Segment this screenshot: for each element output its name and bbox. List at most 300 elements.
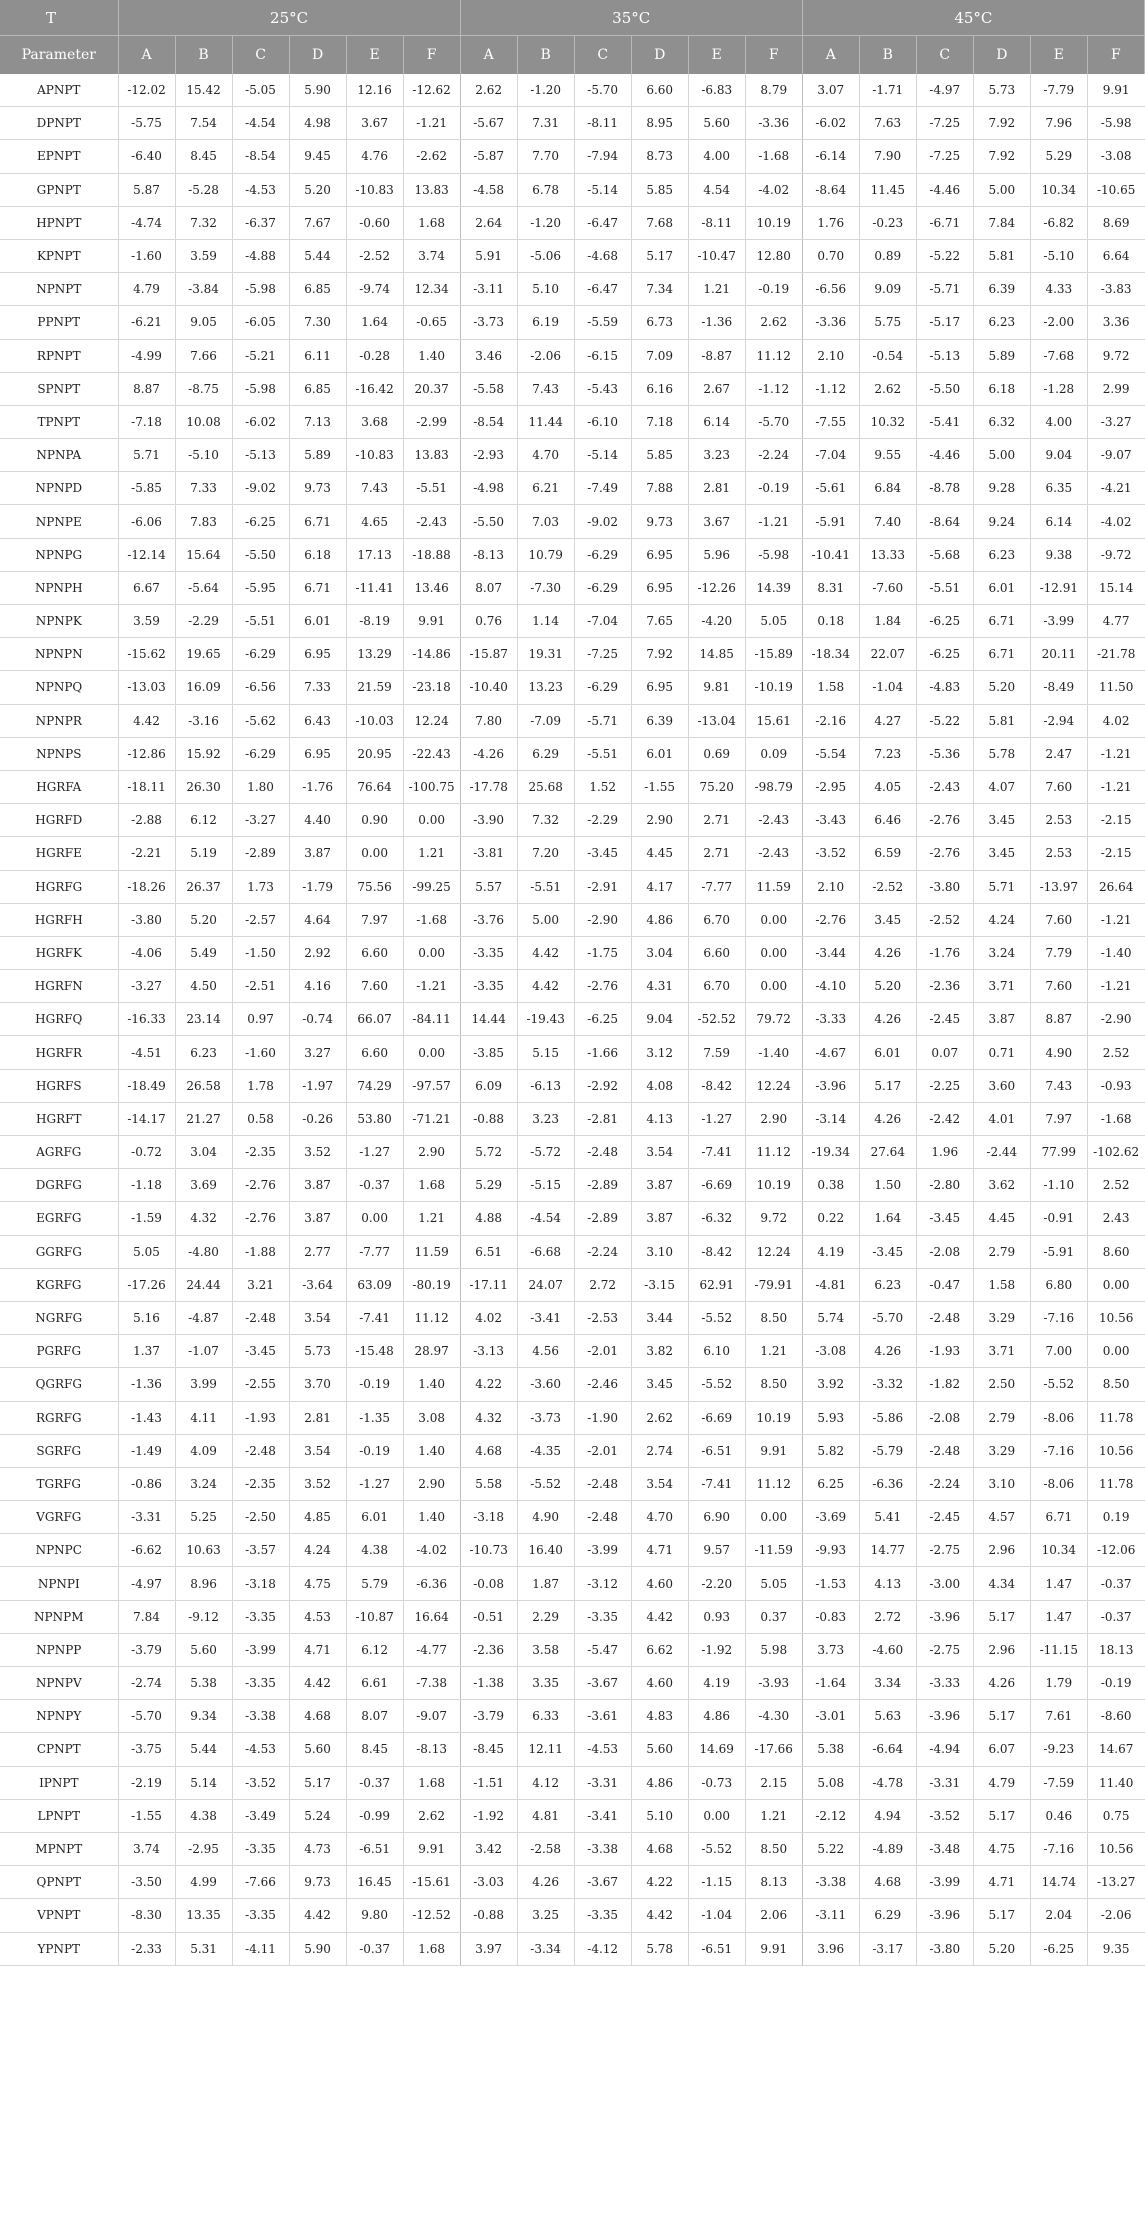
- value-cell: 0.75: [1087, 1799, 1144, 1832]
- column-header-d: D: [289, 36, 346, 75]
- value-cell: 5.38: [175, 1667, 232, 1700]
- value-cell: -7.77: [688, 870, 745, 903]
- value-cell: 3.87: [631, 1202, 688, 1235]
- table-row: [0, 1036, 1145, 1069]
- value-cell: 0.71: [973, 1036, 1030, 1069]
- value-cell: 2.67: [688, 372, 745, 405]
- value-cell: 7.43: [517, 372, 574, 405]
- value-cell: 10.56: [1087, 1832, 1144, 1865]
- value-cell: -3.80: [916, 870, 973, 903]
- value-cell: -3.14: [802, 1102, 859, 1135]
- value-cell: -17.26: [118, 1268, 175, 1301]
- value-cell: 13.83: [403, 439, 460, 472]
- value-cell: 4.60: [631, 1667, 688, 1700]
- value-cell: 11.12: [745, 1467, 802, 1500]
- value-cell: -0.37: [346, 1169, 403, 1202]
- value-cell: 6.35: [1030, 472, 1087, 505]
- value-cell: -4.94: [916, 1733, 973, 1766]
- value-cell: 6.95: [631, 671, 688, 704]
- value-cell: -1.21: [1087, 737, 1144, 770]
- value-cell: -12.06: [1087, 1534, 1144, 1567]
- value-cell: 6.80: [1030, 1268, 1087, 1301]
- value-cell: -11.59: [745, 1534, 802, 1567]
- value-cell: 2.72: [574, 1268, 631, 1301]
- table-row: [0, 936, 1145, 969]
- value-cell: 3.52: [289, 1136, 346, 1169]
- parameter-name: HGRFH: [0, 903, 118, 936]
- value-cell: -3.99: [232, 1633, 289, 1666]
- value-cell: -5.58: [460, 372, 517, 405]
- value-cell: -3.35: [232, 1600, 289, 1633]
- parameter-name: KPNPT: [0, 239, 118, 272]
- value-cell: 5.08: [802, 1766, 859, 1799]
- value-cell: 2.90: [745, 1102, 802, 1135]
- value-cell: 4.33: [1030, 273, 1087, 306]
- value-cell: -3.96: [802, 1069, 859, 1102]
- parameter-name: HGRFA: [0, 770, 118, 803]
- value-cell: -100.75: [403, 770, 460, 803]
- value-cell: -4.02: [745, 173, 802, 206]
- value-cell: -4.83: [916, 671, 973, 704]
- value-cell: -5.75: [118, 107, 175, 140]
- value-cell: 3.23: [688, 439, 745, 472]
- value-cell: -5.70: [745, 405, 802, 438]
- value-cell: -1.88: [232, 1235, 289, 1268]
- value-cell: 2.81: [688, 472, 745, 505]
- value-cell: 4.65: [346, 505, 403, 538]
- value-cell: -2.57: [232, 903, 289, 936]
- value-cell: -4.02: [403, 1534, 460, 1567]
- value-cell: 6.85: [289, 273, 346, 306]
- value-cell: 0.19: [1087, 1501, 1144, 1534]
- value-cell: 6.60: [346, 936, 403, 969]
- value-cell: -0.99: [346, 1799, 403, 1832]
- table-row: [0, 1401, 1145, 1434]
- value-cell: -15.89: [745, 638, 802, 671]
- value-cell: 7.34: [631, 273, 688, 306]
- value-cell: 1.68: [403, 1766, 460, 1799]
- value-cell: 0.58: [232, 1102, 289, 1135]
- value-cell: 4.26: [859, 1102, 916, 1135]
- value-cell: 4.75: [289, 1567, 346, 1600]
- value-cell: 5.75: [859, 306, 916, 339]
- value-cell: 0.00: [745, 1501, 802, 1534]
- value-cell: -7.25: [916, 140, 973, 173]
- value-cell: -10.73: [460, 1534, 517, 1567]
- value-cell: -2.50: [232, 1501, 289, 1534]
- value-cell: 3.71: [973, 1335, 1030, 1368]
- value-cell: -5.52: [1030, 1368, 1087, 1401]
- value-cell: 77.99: [1030, 1136, 1087, 1169]
- value-cell: -4.06: [118, 936, 175, 969]
- value-cell: 1.96: [916, 1136, 973, 1169]
- value-cell: 11.59: [745, 870, 802, 903]
- value-cell: 7.43: [346, 472, 403, 505]
- column-header-b: B: [517, 36, 574, 75]
- value-cell: 3.29: [973, 1434, 1030, 1467]
- value-cell: -2.43: [916, 770, 973, 803]
- table-row: [0, 870, 1145, 903]
- value-cell: -15.61: [403, 1866, 460, 1899]
- value-cell: 4.86: [631, 903, 688, 936]
- value-cell: -1.43: [118, 1401, 175, 1434]
- value-cell: -4.60: [859, 1633, 916, 1666]
- value-cell: -9.72: [1087, 538, 1144, 571]
- value-cell: -1.97: [289, 1069, 346, 1102]
- value-cell: 3.35: [517, 1667, 574, 1700]
- value-cell: 14.69: [688, 1733, 745, 1766]
- value-cell: -6.10: [574, 405, 631, 438]
- value-cell: 9.45: [289, 140, 346, 173]
- value-cell: 7.00: [1030, 1335, 1087, 1368]
- value-cell: -0.74: [289, 1003, 346, 1036]
- value-cell: -79.91: [745, 1268, 802, 1301]
- value-cell: 4.07: [973, 770, 1030, 803]
- value-cell: -5.72: [517, 1136, 574, 1169]
- value-cell: -2.48: [232, 1301, 289, 1334]
- value-cell: 2.53: [1030, 837, 1087, 870]
- value-cell: -1.60: [118, 239, 175, 272]
- value-cell: -7.41: [688, 1467, 745, 1500]
- table-row: [0, 1700, 1145, 1733]
- value-cell: 3.97: [460, 1932, 517, 1965]
- value-cell: 3.21: [232, 1268, 289, 1301]
- parameter-name: NPNPS: [0, 737, 118, 770]
- value-cell: 7.31: [517, 107, 574, 140]
- value-cell: -0.37: [1087, 1600, 1144, 1633]
- value-cell: -3.38: [802, 1866, 859, 1899]
- value-cell: 4.45: [631, 837, 688, 870]
- value-cell: 3.67: [688, 505, 745, 538]
- value-cell: 8.69: [1087, 206, 1144, 239]
- value-cell: -15.62: [118, 638, 175, 671]
- value-cell: 5.90: [289, 1932, 346, 1965]
- value-cell: 4.26: [859, 1335, 916, 1368]
- value-cell: -2.99: [403, 405, 460, 438]
- value-cell: -3.13: [460, 1335, 517, 1368]
- value-cell: -1.53: [802, 1567, 859, 1600]
- value-cell: -12.62: [403, 74, 460, 107]
- value-cell: -8.64: [802, 173, 859, 206]
- value-cell: 6.01: [631, 737, 688, 770]
- value-cell: 6.85: [289, 372, 346, 405]
- value-cell: -8.13: [460, 538, 517, 571]
- value-cell: -8.54: [232, 140, 289, 173]
- value-cell: 18.13: [1087, 1633, 1144, 1666]
- value-cell: 5.20: [175, 903, 232, 936]
- value-cell: 14.67: [1087, 1733, 1144, 1766]
- parameter-name: APNPT: [0, 74, 118, 107]
- value-cell: 14.77: [859, 1534, 916, 1567]
- value-cell: 7.30: [289, 306, 346, 339]
- value-cell: -80.19: [403, 1268, 460, 1301]
- value-cell: 7.63: [859, 107, 916, 140]
- value-cell: 1.40: [403, 339, 460, 372]
- value-cell: 5.74: [802, 1301, 859, 1334]
- value-cell: -2.76: [802, 903, 859, 936]
- value-cell: -4.53: [232, 173, 289, 206]
- table-row: [0, 1534, 1145, 1567]
- value-cell: 5.78: [973, 737, 1030, 770]
- parameter-name: KGRFG: [0, 1268, 118, 1301]
- value-cell: -2.24: [574, 1235, 631, 1268]
- value-cell: 4.42: [631, 1600, 688, 1633]
- value-cell: -10.41: [802, 538, 859, 571]
- value-cell: -2.75: [916, 1534, 973, 1567]
- value-cell: 5.93: [802, 1401, 859, 1434]
- value-cell: -5.47: [574, 1633, 631, 1666]
- value-cell: 5.63: [859, 1700, 916, 1733]
- value-cell: -2.80: [916, 1169, 973, 1202]
- value-cell: 27.64: [859, 1136, 916, 1169]
- table-row: [0, 1169, 1145, 1202]
- table-header: [0, 0, 1145, 74]
- value-cell: 3.70: [289, 1368, 346, 1401]
- value-cell: -2.20: [688, 1567, 745, 1600]
- value-cell: 4.68: [631, 1832, 688, 1865]
- value-cell: -1.28: [1030, 372, 1087, 405]
- value-cell: -2.43: [745, 837, 802, 870]
- value-cell: -3.08: [1087, 140, 1144, 173]
- value-cell: -1.75: [574, 936, 631, 969]
- value-cell: -1.59: [118, 1202, 175, 1235]
- value-cell: -0.72: [118, 1136, 175, 1169]
- value-cell: 9.91: [403, 1832, 460, 1865]
- parameter-name: NPNPH: [0, 571, 118, 604]
- value-cell: 11.44: [517, 405, 574, 438]
- value-cell: -3.31: [916, 1766, 973, 1799]
- value-cell: -5.17: [916, 306, 973, 339]
- value-cell: -3.43: [802, 804, 859, 837]
- value-cell: -2.45: [916, 1003, 973, 1036]
- value-cell: 7.32: [175, 206, 232, 239]
- value-cell: 5.60: [175, 1633, 232, 1666]
- value-cell: -2.51: [232, 970, 289, 1003]
- value-cell: -2.19: [118, 1766, 175, 1799]
- value-cell: 1.58: [973, 1268, 1030, 1301]
- value-cell: 7.88: [631, 472, 688, 505]
- value-cell: -2.12: [802, 1799, 859, 1832]
- value-cell: 5.44: [289, 239, 346, 272]
- value-cell: -2.91: [574, 870, 631, 903]
- value-cell: -12.86: [118, 737, 175, 770]
- value-cell: 2.90: [403, 1467, 460, 1500]
- value-cell: 6.78: [517, 173, 574, 206]
- value-cell: 3.12: [631, 1036, 688, 1069]
- value-cell: 5.10: [517, 273, 574, 306]
- value-cell: 1.40: [403, 1501, 460, 1534]
- value-cell: -4.99: [118, 339, 175, 372]
- value-cell: 8.45: [346, 1733, 403, 1766]
- value-cell: -0.60: [346, 206, 403, 239]
- table-row: [0, 173, 1145, 206]
- value-cell: 5.17: [973, 1799, 1030, 1832]
- value-cell: -1.21: [1087, 770, 1144, 803]
- value-cell: 6.11: [289, 339, 346, 372]
- table-row: [0, 538, 1145, 571]
- value-cell: -4.11: [232, 1932, 289, 1965]
- value-cell: -2.75: [916, 1633, 973, 1666]
- value-cell: -2.89: [232, 837, 289, 870]
- value-cell: -4.58: [460, 173, 517, 206]
- value-cell: 4.50: [175, 970, 232, 1003]
- value-cell: 2.92: [289, 936, 346, 969]
- value-cell: 0.18: [802, 605, 859, 638]
- value-cell: -1.40: [745, 1036, 802, 1069]
- value-cell: -8.13: [403, 1733, 460, 1766]
- value-cell: 4.85: [289, 1501, 346, 1534]
- value-cell: -1.66: [574, 1036, 631, 1069]
- value-cell: -9.74: [346, 273, 403, 306]
- value-cell: -0.83: [802, 1600, 859, 1633]
- value-cell: -3.45: [232, 1335, 289, 1368]
- value-cell: 2.62: [460, 74, 517, 107]
- value-cell: 17.13: [346, 538, 403, 571]
- value-cell: -0.19: [346, 1434, 403, 1467]
- value-cell: 5.81: [973, 239, 1030, 272]
- value-cell: -4.26: [460, 737, 517, 770]
- value-cell: 6.71: [973, 605, 1030, 638]
- table-row: [0, 239, 1145, 272]
- table-row: [0, 1069, 1145, 1102]
- value-cell: 4.22: [631, 1866, 688, 1899]
- value-cell: 6.14: [1030, 505, 1087, 538]
- value-cell: -1.35: [346, 1401, 403, 1434]
- value-cell: -3.44: [802, 936, 859, 969]
- value-cell: 5.85: [631, 439, 688, 472]
- value-cell: -17.11: [460, 1268, 517, 1301]
- value-cell: -2.74: [118, 1667, 175, 1700]
- value-cell: 1.68: [403, 206, 460, 239]
- value-cell: 10.79: [517, 538, 574, 571]
- value-cell: 16.45: [346, 1866, 403, 1899]
- table-row: [0, 1567, 1145, 1600]
- value-cell: -9.02: [232, 472, 289, 505]
- value-cell: -3.84: [175, 273, 232, 306]
- value-cell: 3.60: [973, 1069, 1030, 1102]
- value-cell: 5.60: [688, 107, 745, 140]
- value-cell: -2.16: [802, 704, 859, 737]
- parameter-name: HGRFQ: [0, 1003, 118, 1036]
- table-row: [0, 505, 1145, 538]
- value-cell: 3.24: [175, 1467, 232, 1500]
- value-cell: -8.19: [346, 605, 403, 638]
- value-cell: 9.28: [973, 472, 1030, 505]
- value-cell: -3.69: [802, 1501, 859, 1534]
- value-cell: 0.00: [403, 936, 460, 969]
- value-cell: -5.85: [118, 472, 175, 505]
- column-header-a: A: [802, 36, 859, 75]
- value-cell: -6.15: [574, 339, 631, 372]
- value-cell: 2.10: [802, 339, 859, 372]
- value-cell: 7.33: [175, 472, 232, 505]
- value-cell: -3.80: [118, 903, 175, 936]
- value-cell: 5.89: [973, 339, 1030, 372]
- parameter-name: TGRFG: [0, 1467, 118, 1500]
- value-cell: 24.07: [517, 1268, 574, 1301]
- value-cell: 2.15: [745, 1766, 802, 1799]
- value-cell: 6.60: [688, 936, 745, 969]
- value-cell: -1.36: [688, 306, 745, 339]
- value-cell: -2.25: [916, 1069, 973, 1102]
- value-cell: -4.67: [802, 1036, 859, 1069]
- value-cell: 21.27: [175, 1102, 232, 1135]
- value-cell: -8.45: [460, 1733, 517, 1766]
- value-cell: 1.73: [232, 870, 289, 903]
- value-cell: 6.07: [973, 1733, 1030, 1766]
- value-cell: 7.92: [973, 107, 1030, 140]
- value-cell: -4.78: [859, 1766, 916, 1799]
- value-cell: 5.87: [118, 173, 175, 206]
- value-cell: 7.60: [1030, 970, 1087, 1003]
- value-cell: 3.08: [403, 1401, 460, 1434]
- value-cell: -12.14: [118, 538, 175, 571]
- value-cell: -3.50: [118, 1866, 175, 1899]
- value-cell: -8.64: [916, 505, 973, 538]
- value-cell: 0.46: [1030, 1799, 1087, 1832]
- value-cell: -0.88: [460, 1102, 517, 1135]
- value-cell: -2.43: [403, 505, 460, 538]
- value-cell: 6.71: [289, 571, 346, 604]
- value-cell: 1.78: [232, 1069, 289, 1102]
- temperature-group-25: 25°C: [118, 0, 460, 36]
- value-cell: -7.41: [688, 1136, 745, 1169]
- table-row: [0, 1368, 1145, 1401]
- value-cell: 4.86: [631, 1766, 688, 1799]
- value-cell: 6.61: [346, 1667, 403, 1700]
- value-cell: 8.50: [745, 1368, 802, 1401]
- value-cell: -98.79: [745, 770, 802, 803]
- value-cell: 3.73: [802, 1633, 859, 1666]
- value-cell: 6.23: [175, 1036, 232, 1069]
- value-cell: 15.64: [175, 538, 232, 571]
- value-cell: 9.91: [745, 1932, 802, 1965]
- value-cell: 10.19: [745, 1169, 802, 1202]
- value-cell: -6.47: [574, 273, 631, 306]
- value-cell: 75.20: [688, 770, 745, 803]
- value-cell: 5.38: [802, 1733, 859, 1766]
- value-cell: 6.01: [973, 571, 1030, 604]
- value-cell: 12.80: [745, 239, 802, 272]
- value-cell: 4.11: [175, 1401, 232, 1434]
- value-cell: -3.96: [916, 1600, 973, 1633]
- value-cell: -7.16: [1030, 1832, 1087, 1865]
- value-cell: -3.35: [574, 1899, 631, 1932]
- value-cell: -7.16: [1030, 1301, 1087, 1334]
- value-cell: 0.07: [916, 1036, 973, 1069]
- value-cell: 4.01: [973, 1102, 1030, 1135]
- parameter-name: DPNPT: [0, 107, 118, 140]
- parameter-name: HGRFG: [0, 870, 118, 903]
- value-cell: -4.35: [517, 1434, 574, 1467]
- value-cell: 5.71: [118, 439, 175, 472]
- value-cell: 15.42: [175, 74, 232, 107]
- value-cell: 4.68: [460, 1434, 517, 1467]
- value-cell: 3.25: [517, 1899, 574, 1932]
- value-cell: -5.95: [232, 571, 289, 604]
- value-cell: 4.32: [460, 1401, 517, 1434]
- value-cell: 3.59: [175, 239, 232, 272]
- value-cell: -5.62: [232, 704, 289, 737]
- table-row: [0, 74, 1145, 107]
- value-cell: 0.93: [688, 1600, 745, 1633]
- value-cell: 4.13: [859, 1567, 916, 1600]
- value-cell: 5.58: [460, 1467, 517, 1500]
- value-cell: -6.56: [802, 273, 859, 306]
- table-row: [0, 970, 1145, 1003]
- value-cell: 10.08: [175, 405, 232, 438]
- value-cell: -1.51: [460, 1766, 517, 1799]
